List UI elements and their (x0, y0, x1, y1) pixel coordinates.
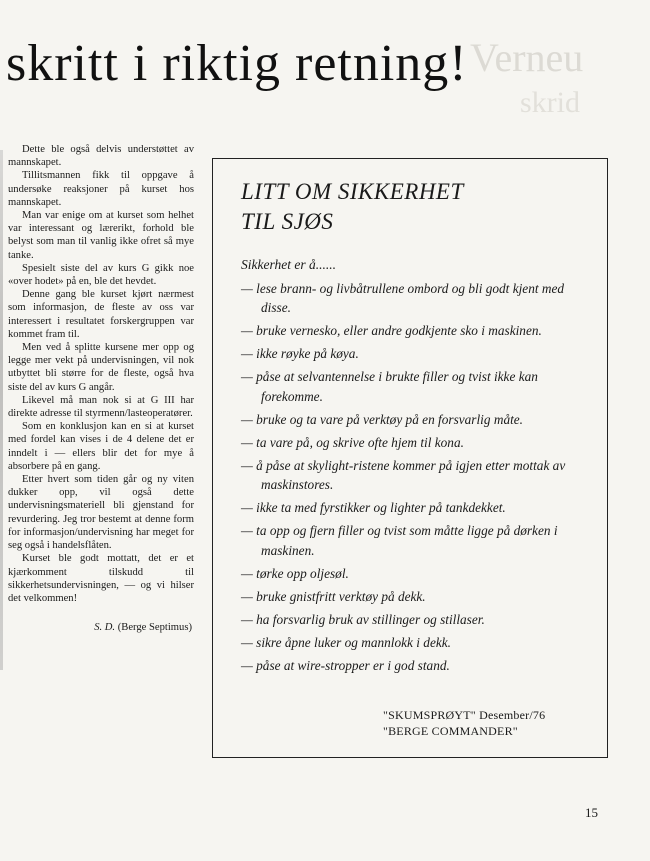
source-line-2: "BERGE COMMANDER" (383, 724, 518, 738)
signature-initials: S. D. (94, 622, 116, 634)
list-item: — tørke opp oljesøl. (241, 565, 349, 581)
list-item: — ta opp og fjern filler og tvist som måtte ligge på dørken i maskinen. (241, 523, 558, 558)
bleed-through-text-2 (520, 86, 580, 120)
list-item: — bruke gnistfritt verktøy på dekk. (241, 588, 426, 604)
list-item: — lese brann- og livbåtrullene ombord og bli godt kjent med disse. (241, 281, 565, 316)
box-source (383, 707, 545, 739)
list-item: — påse at wire-stropper er i god stand. (241, 657, 450, 673)
list-item: — bruke vernesko, eller andre godkjente sko i maskinen. (241, 323, 542, 339)
paragraph: Tillitsmannen fikk til oppgave å undersøke reaksjoner på kurset hos mannskapet. (8, 170, 194, 208)
paragraph: Men ved å splitte kursene mer opp og legge mer vekt på undervisningen, vil nok utbyttet bli større for de fleste, også hva siste del av kurs G angår. (8, 342, 194, 393)
source-line-1: "SKUMSPRØYT" Desember/76 (383, 708, 546, 722)
list-item: — å påse at skylight-ristene kommer på igjen etter mottak av maskinstores. (241, 457, 566, 493)
list-item: — påse at selvantennelse i brukte filler og tvist ikke kan forekomme. (241, 369, 538, 404)
list-item: — ikke ta med fyrstikker og lighter på tankdekket. (241, 500, 506, 516)
paragraph: Man var enige om at kurset som helhet var interessant og lærerikt, forhold ble belyst som man til vanlig ikke ofret så mye tanke. (8, 210, 194, 261)
left-column-text (8, 143, 194, 634)
signature (8, 621, 194, 634)
list-item: — ha forsvarlig bruk av stillinger og stillaser. (241, 611, 485, 627)
paragraph: Kurset ble godt mottatt, det er et kjærkomment tilskudd til sikkerhetsundervisningen, — og vi hilser det velkommen! (8, 553, 194, 604)
bleed-through-line-2: skrid (520, 86, 580, 119)
paragraph: Denne gang ble kurset kjørt nærmest som informasjon, de fleste av oss var interessert i resultatet forskergruppen var kommet fram til. (8, 289, 194, 340)
page-number: 15 (585, 805, 598, 820)
paragraph: Spesielt siste del av kurs G gikk noe «over hodet» på en, ble det hevdet. (8, 262, 194, 288)
list-item: — ta vare på, og skrive ofte hjem til kona. (241, 434, 464, 450)
box-title-line-2: TIL SJØS (241, 209, 334, 234)
signature-ship: (Berge Septimus) (117, 622, 192, 634)
paragraph: Som en konklusjon kan en si at kurset med fordel kan vises i de 4 delene det er inndelt i — ellers blir det for mye å absorbere på en gang. (8, 421, 194, 472)
page-spine-shadow (0, 150, 3, 670)
paragraph: Dette ble også delvis understøttet av mannskapet. (8, 144, 194, 169)
article-headline: skritt i riktig retning! (6, 35, 468, 92)
bleed-through-line-1: Verneu (470, 36, 584, 80)
paragraph: Etter hvert som tiden går og ny viten dukker opp, vil også dette undervisningsmateriell bli gjenstand for revurdering. Jeg tror bestemt at denne form for informasjon/undervisning har meget for seg også i handelsflåten. (8, 474, 194, 552)
box-title (241, 177, 464, 237)
list-item: — sikre åpne luker og mannlokk i dekk. (241, 634, 451, 650)
safety-box (212, 158, 608, 758)
safety-list (241, 279, 593, 679)
list-item: — ikke røyke på køya. (241, 346, 359, 362)
list-item: — bruke og ta vare på verktøy på en forsvarlig måte. (241, 411, 524, 427)
box-intro: Sikkerhet er å...... (241, 257, 336, 272)
box-title-line-1: LITT OM SIKKERHET (241, 179, 464, 204)
paragraph: Likevel må man nok si at G III har direkte adresse til styrmenn/lasteoperatører. (8, 394, 194, 420)
